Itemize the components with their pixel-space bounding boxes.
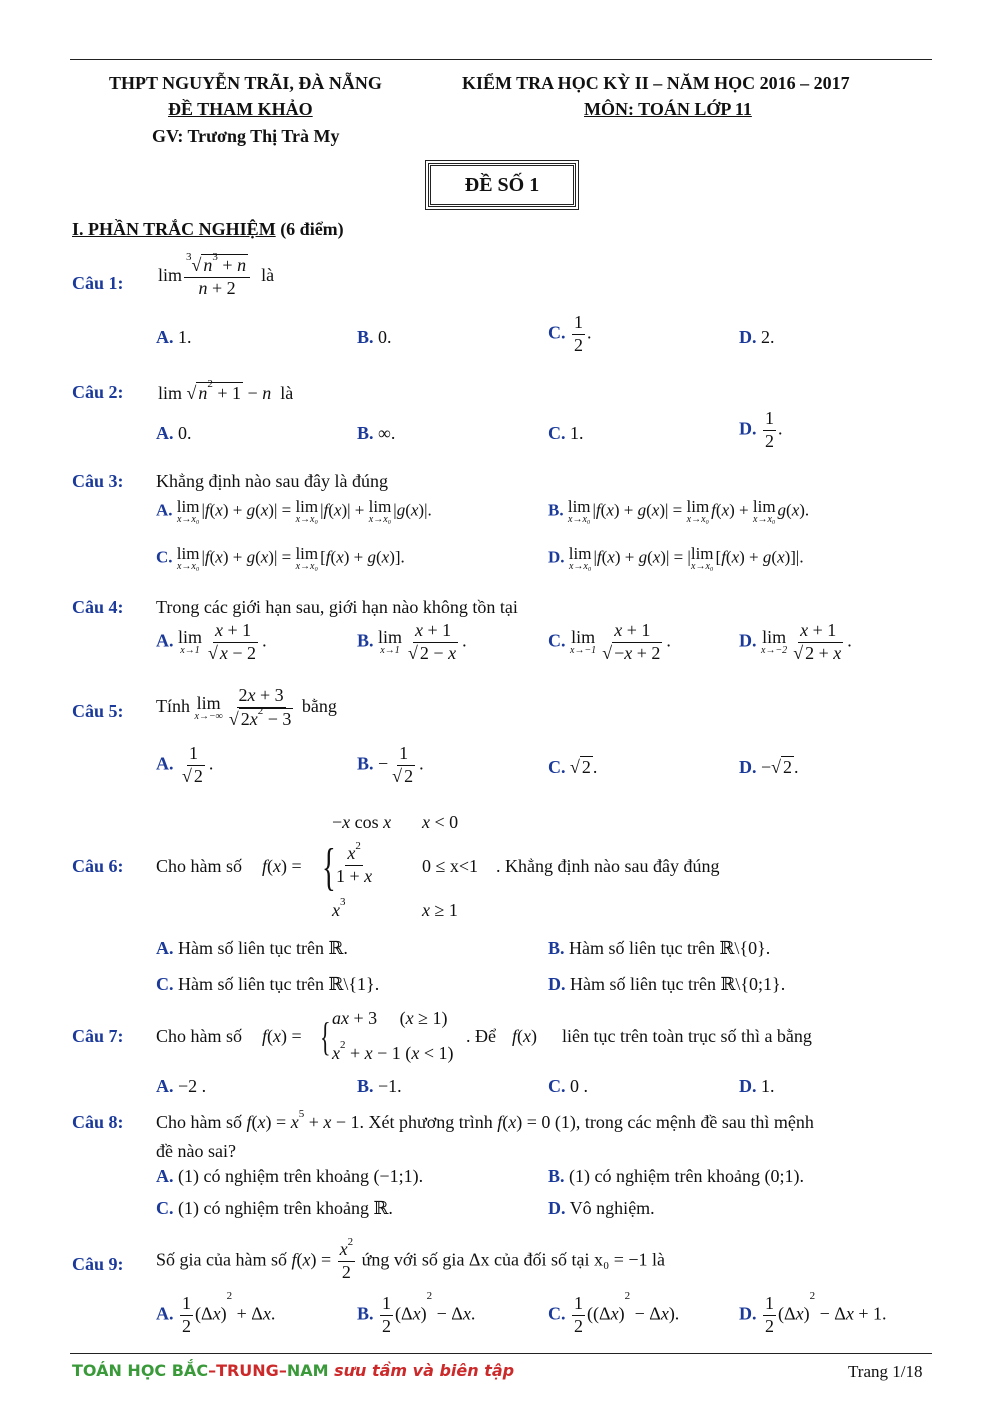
q8-option-a: A. (1) có nghiệm trên khoảng (−1;1). [156, 1166, 424, 1186]
q7-option-c: C. 0 . [548, 1076, 588, 1096]
q3-text: Khẳng định nào sau đây là đúng [156, 471, 388, 491]
q6-case3: $x^3$ [332, 896, 346, 920]
q2-option-a: A. 0. [156, 423, 192, 443]
page-number: Trang 1/18 [848, 1362, 923, 1381]
exam-title: KIỂM TRA HỌC KỲ II – NĂM HỌC 2016 – 2017 [462, 73, 850, 93]
q6-cond3: x ≥ 1 [422, 900, 458, 920]
q9-option-b: B. $\frac{1}{2}$ $(\Delta x)^2 - \Delta x$. [357, 1290, 476, 1336]
q4-option-a: A. lim x→1 $\frac{x + 1}{√ x - 2}$ . [156, 620, 267, 663]
q4-option-b: B. lim x→1 $\frac{x + 1}{√ 2 - x}$ . [357, 620, 467, 663]
q7-fx: f(x) [512, 1026, 538, 1046]
q2-option-b: B. ∞. [357, 423, 396, 443]
q9-stem: Số gia của hàm số f(x) = $\frac{x^2}{2}$ ứng với số gia Δx của đối số tại x₀ = −1 là [156, 1236, 666, 1282]
q1-option-a: A. 1. [156, 327, 192, 347]
footer-rule [70, 1353, 932, 1354]
q6-option-b: B. Hàm số liên tục trên ℝ\{0}. [548, 938, 771, 958]
q7-option-a: A. −2 . [156, 1076, 207, 1096]
q7-option-b: B. −1. [357, 1076, 402, 1096]
q1-label: Câu 1: [72, 273, 124, 293]
q6-option-c: C. Hàm số liên tục trên ℝ\{1}. [156, 974, 380, 994]
school-name: THPT NGUYỄN TRÃI, ĐÀ NẴNG [109, 73, 382, 93]
q2-stem: lim √ $n^2 + 1 - n$ là [158, 378, 294, 403]
teacher-name: GV: Trương Thị Trà My [152, 126, 340, 146]
q5-option-b: B. − $\frac{1}{√ 2}$ . [357, 743, 424, 786]
q3-label: Câu 3: [72, 471, 124, 491]
q5-option-a: A. $\frac{1}{√ 2}$ . [156, 743, 214, 786]
q6-case2: $\frac{x^2}{1 + x}$ [336, 840, 373, 886]
footer-brand: TOÁN HỌC BẮC–TRUNG–NAM sưu tầm và biên tập [72, 1361, 515, 1380]
q2-option-d: D. $\frac{1}{2}$ . [739, 408, 783, 451]
q3-option-a: A. lim x→x₀ |f(x) + g(x)| = lim x→x₀ |f(x)| + lim x→x₀ |g(x)|. [156, 497, 432, 525]
q1-option-b: B. 0. [357, 327, 392, 347]
q1-option-d: D. 2. [739, 327, 775, 347]
q8-option-b: B. (1) có nghiệm trên khoảng (0;1). [548, 1166, 804, 1186]
q9-option-c: C. $\frac{1}{2}$ $((\Delta x)^2 - \Delta x)$. [548, 1290, 680, 1336]
q8-line2: đề nào sai? [156, 1141, 236, 1161]
q6-cond2: 0 ≤ x<1 [422, 856, 479, 876]
q6-label: Câu 6: [72, 856, 124, 876]
section-points: (6 điểm) [280, 219, 344, 239]
q3-option-c: C. lim x→x₀ |f(x) + g(x)| = lim x→x₀ [f(x) + g(x)]. [156, 544, 405, 572]
q4-label: Câu 4: [72, 597, 124, 617]
q3-option-b: B. lim x→x₀ |f(x) + g(x)| = lim x→x₀ f(x) + lim x→x₀ g(x). [548, 497, 810, 525]
q5-option-d: D. −√ 2 . [739, 757, 799, 777]
q8-option-c: C. (1) có nghiệm trên khoảng ℝ. [156, 1198, 393, 1218]
q7-option-d: D. 1. [739, 1076, 775, 1096]
q2-label: Câu 2: [72, 382, 124, 402]
q7-pre: Cho hàm số [156, 1026, 243, 1046]
q9-option-d: D. $\frac{1}{2}$ $(\Delta x)^2 - \Delta x + 1$. [739, 1290, 887, 1336]
q7-case2: $x^2 + x - 1$ (x < 1) [332, 1039, 454, 1063]
q5-label: Câu 5: [72, 701, 124, 721]
q6-tail: . Khẳng định nào sau đây đúng [496, 856, 720, 876]
q1-stem: lim $\frac{^3√ n^3 + n}{n + 2}$ là [158, 251, 275, 298]
q1-option-c: C. $\frac{1}{2}$ . [548, 312, 592, 355]
q5-option-c: C. √ 2 . [548, 757, 598, 777]
q7-case1: ax + 3 (x ≥ 1) [332, 1008, 448, 1028]
exam-number-box: ĐỀ SỐ 1 [428, 163, 576, 207]
section-title: I. PHẦN TRẮC NGHIỆM [72, 219, 276, 239]
q8-option-d: D. Vô nghiệm. [548, 1198, 655, 1218]
q6-option-d: D. Hàm số liên tục trên ℝ\{0;1}. [548, 974, 786, 994]
q6-case1: −x cos x [332, 812, 392, 832]
q8-label: Câu 8: [72, 1112, 124, 1132]
q7-label: Câu 7: [72, 1026, 124, 1046]
q1-tail: là [261, 264, 275, 285]
section-heading [72, 219, 344, 240]
q9-label: Câu 9: [72, 1254, 124, 1274]
q2-option-c: C. 1. [548, 423, 584, 443]
q8-stem: Cho hàm số $f(x) = x^5 + x - 1$. Xét phương trình f(x) = 0 (1), trong các mệnh đề sau thì mệnh [156, 1108, 814, 1132]
q4-option-c: C. lim x→−1 $\frac{x + 1}{√ -x + 2}$ . [548, 620, 671, 663]
q7-function-name: f(x) = [262, 1026, 302, 1046]
q7-tail: liên tục trên toàn trục số thì a bằng [562, 1026, 812, 1046]
q6-brace: { [322, 839, 336, 896]
q7-mid: . Để [466, 1026, 496, 1046]
q4-option-d: D. lim x→−2 $\frac{x + 1}{√ 2 + x}$ . [739, 620, 852, 663]
q6-option-a: A. Hàm số liên tục trên ℝ. [156, 938, 348, 958]
subject-title: MÔN: TOÁN LỚP 11 [584, 99, 752, 119]
q4-text: Trong các giới hạn sau, giới hạn nào không tồn tại [156, 597, 518, 617]
q5-stem: Tính lim x→−∞ $\frac{2x + 3}{√ 2x^2 - 3}$ bằng [156, 685, 337, 729]
q6-function-name: f(x) = [262, 856, 302, 876]
q6-pre: Cho hàm số [156, 856, 243, 876]
q3-option-d: D. lim x→x₀ |f(x) + g(x)| = |lim x→x₀ [f(x) + g(x)]|. [548, 544, 804, 572]
q6-cond1: x < 0 [422, 812, 459, 832]
q9-option-a: A. $\frac{1}{2}$ $(\Delta x)^2 + \Delta x$. [156, 1290, 276, 1336]
doc-type: ĐỀ THAM KHẢO [168, 99, 313, 119]
q7-brace: { [320, 1014, 331, 1059]
top-rule [70, 59, 932, 60]
